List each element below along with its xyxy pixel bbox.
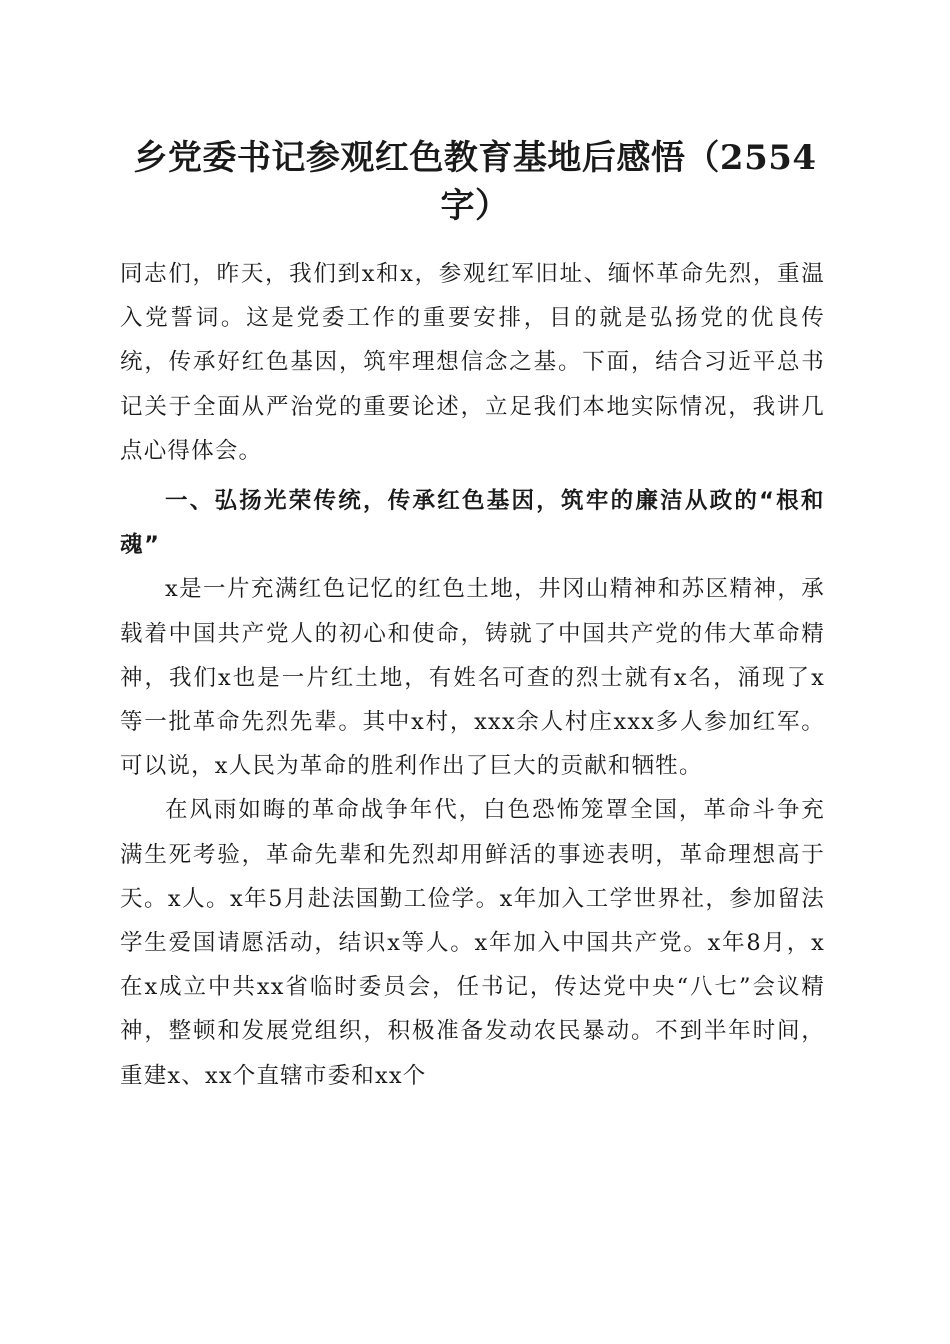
body-paragraph: x是一片充满红色记忆的红色土地，井冈山精神和苏区精神，承载着中国共产党人的初心和使命，铸就了中国共产党的伟大革命精神，我们x也是一片红土地，有姓名可查的烈士就有x名，涌现了x等一批革命先烈先辈。其中x村，xxx余人村庄xxx多人参加红军。可以说，x人民为革命的胜利作出了巨大的贡献和牺牲。 [120,576,825,780]
opening-paragraph: 同志们，昨天，我们到x和x，参观红军旧址、缅怀革命先烈，重温入党誓词。这是党委工作的重要安排，目的就是弘扬党的优良传统，传承好红色基因，筑牢理想信念之基。下面，结合习近平总书记关于全面从严治党的重要论述，立足我们本地实际情况，我讲几点心得体会。 [120,261,825,464]
body-paragraph: 在风雨如晦的革命战争年代，白色恐怖笼罩全国，革命斗争充满生死考验，革命先辈和先烈却用鲜活的事迹表明，革命理想高于天。x人。x年5月赴法国勤工俭学。x年加入工学世界社，参加留法学生爱国请愿活动，结识x等人。x年加入中国共产党。x年8月，x在x成立中共xx省临时委员会，任书记，传达党中央“八七”会议精神，整顿和发展党组织，积极准备发动农民暴动。不到半年时间，重建x、xx个直辖市委和xx个 [120,797,825,1089]
document-body [120,252,825,1098]
section-heading-1: 一、弘扬光荣传统，传承红色基因，筑牢的廉洁从政的“根和魂” [120,488,825,559]
document-title: 乡党委书记参观红色教育基地后感悟（2554字） [133,138,817,226]
